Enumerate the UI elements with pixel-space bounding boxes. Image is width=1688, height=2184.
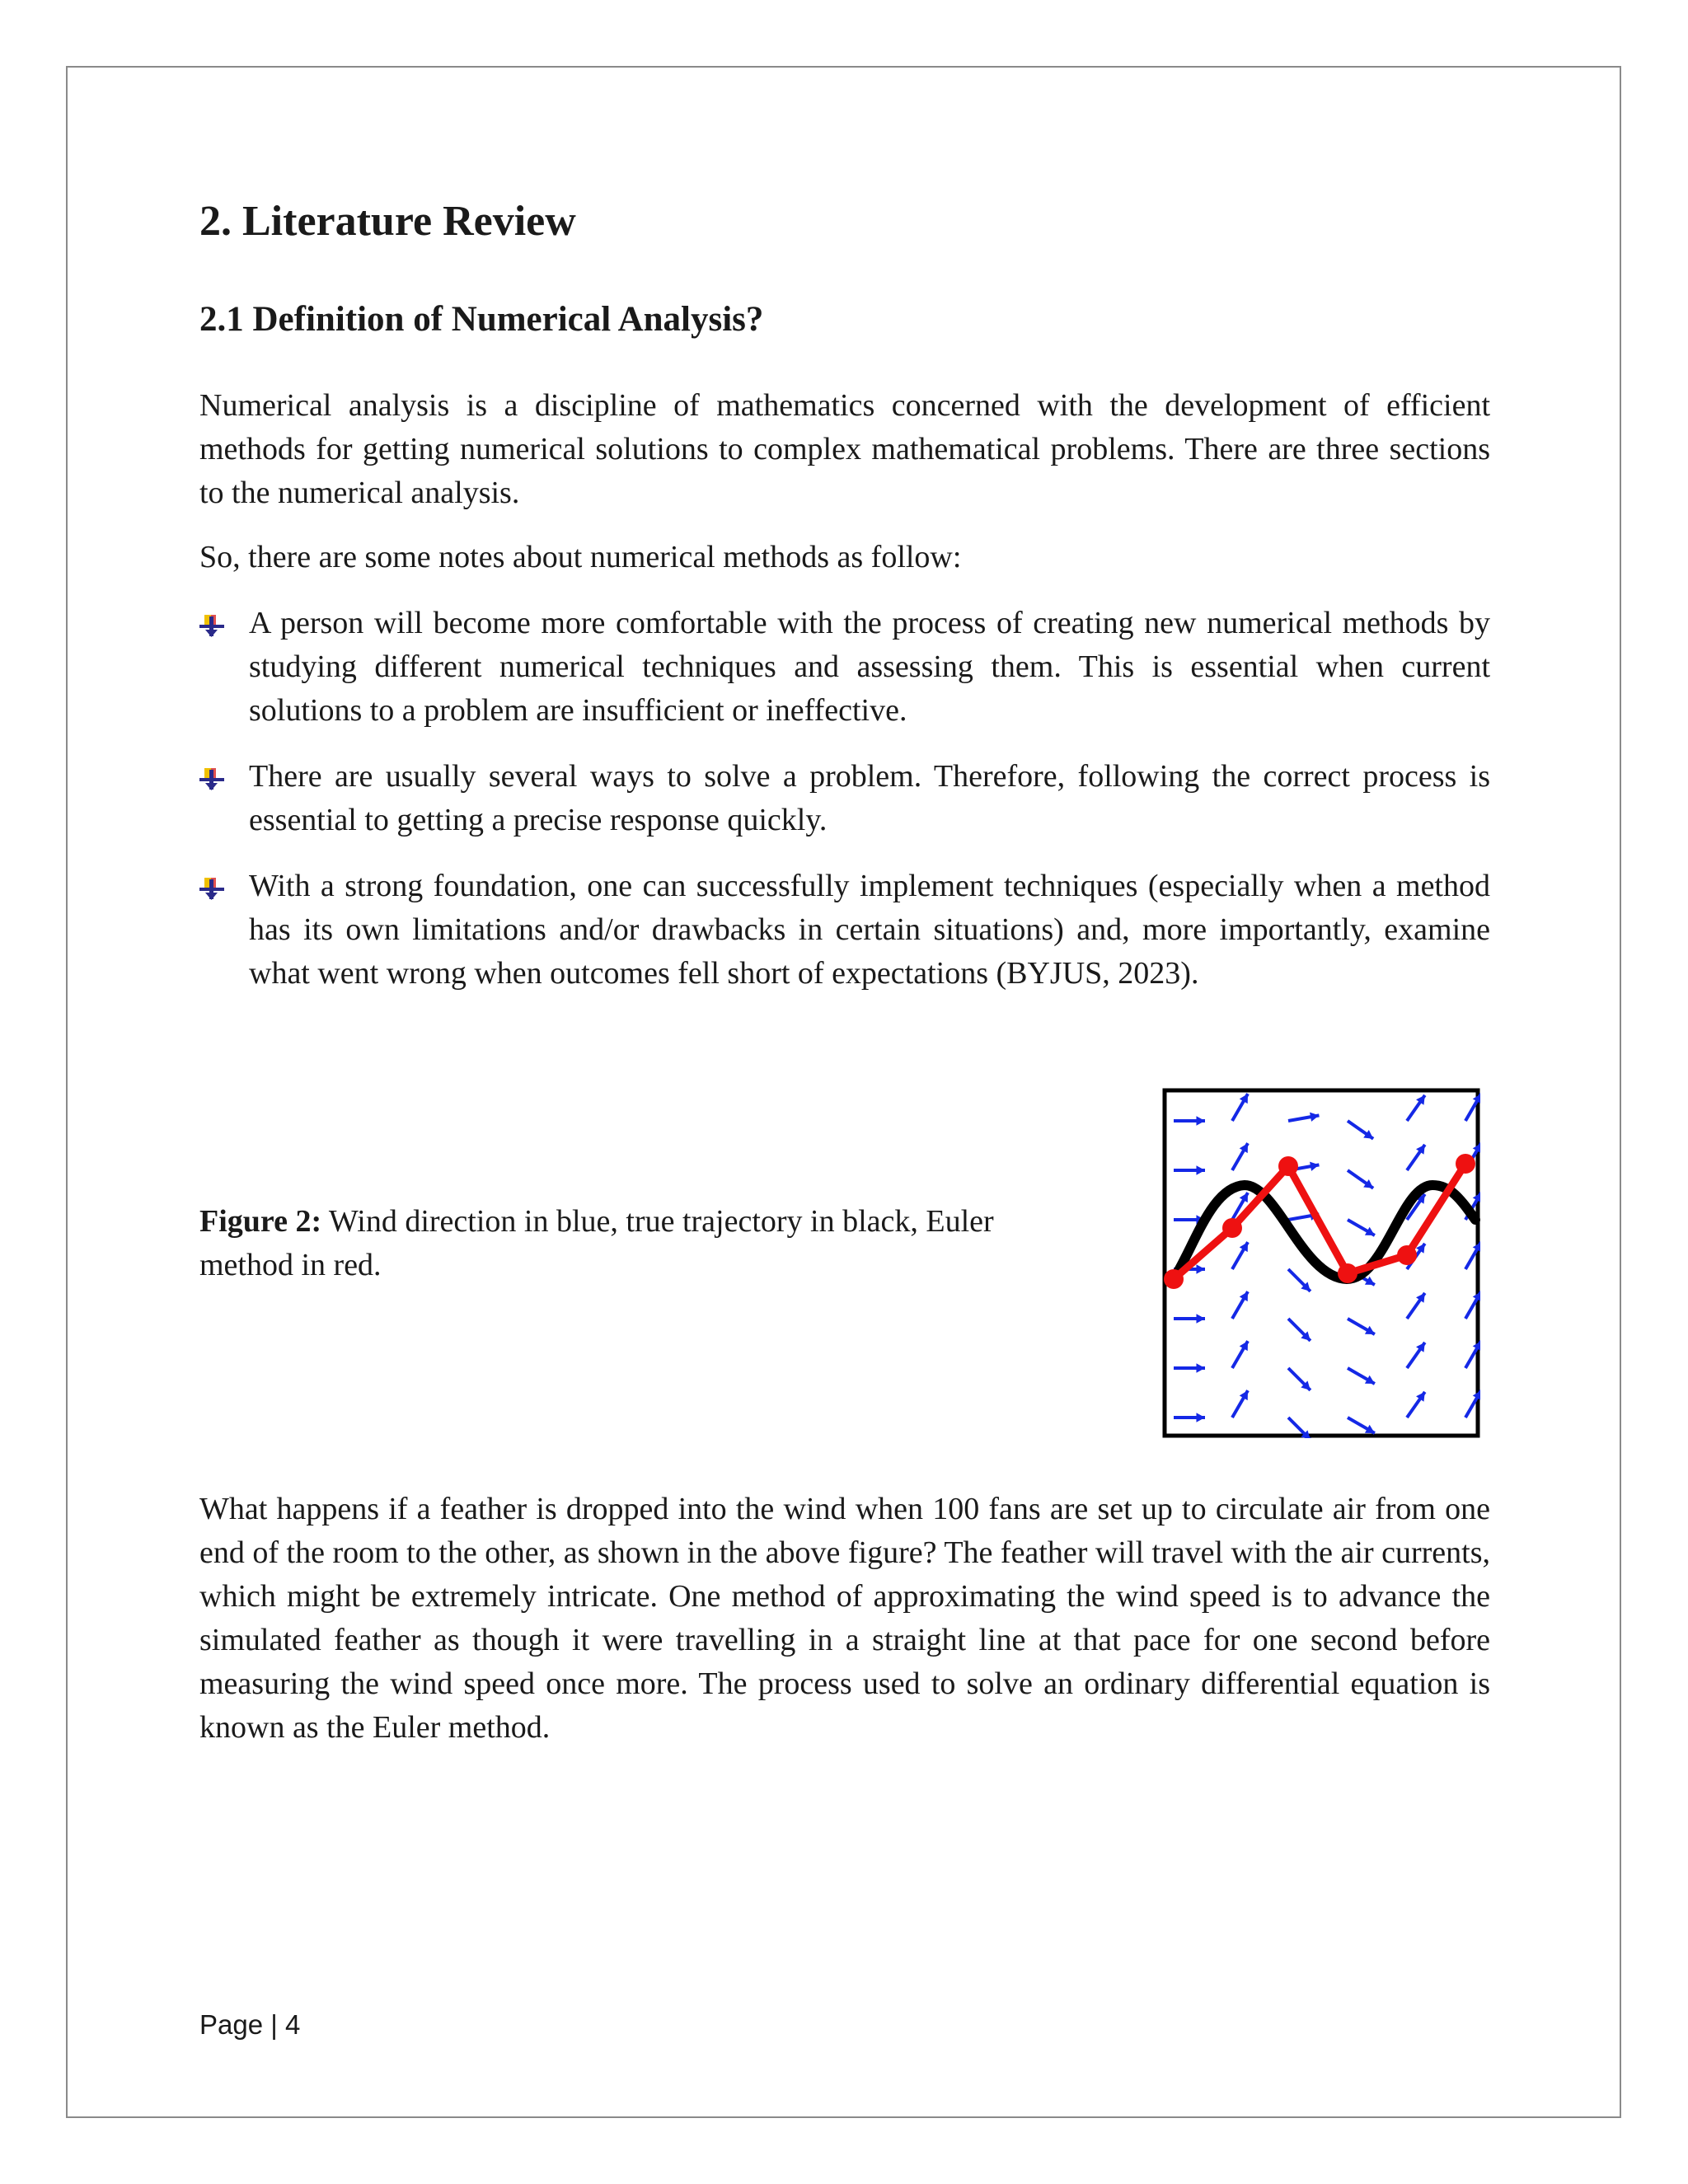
down-arrow-bullet-icon	[199, 613, 224, 638]
down-arrow-bullet-icon	[199, 876, 224, 901]
down-arrow-bullet-icon	[199, 766, 224, 791]
list-item	[199, 755, 1490, 842]
figure-caption	[199, 1200, 1048, 1287]
euler-point	[1338, 1263, 1357, 1283]
list-item	[199, 865, 1490, 996]
notes-lead-paragraph: So, there are some notes about numerical methods as follow:	[199, 540, 962, 574]
notes-list	[199, 602, 1490, 1018]
intro-paragraph: Numerical analysis is a discipline of mathematics concerned with the development of efficient methods for getting numerical solutions to complex mathematical problems. There are three sections to the numerical analysis.	[199, 388, 1490, 510]
euler-point	[1164, 1269, 1184, 1289]
figure-caption-text: Wind direction in blue, true trajectory in black, Euler method in red.	[199, 1204, 994, 1282]
subsection-heading: 2.1 Definition of Numerical Analysis?	[199, 300, 764, 339]
euler-point	[1278, 1156, 1298, 1176]
page-footer: Page | 4	[199, 2009, 301, 2040]
list-item	[199, 602, 1490, 733]
euler-point	[1456, 1154, 1475, 1174]
list-item-text: With a strong foundation, one can successfully implement techniques (especially when a method has its own limitations and/or drawbacks in certain situations) and, more importantly, examine what went wrong when outcomes fell short of expectations (BYJUS, 2023).	[249, 869, 1490, 991]
list-item-text: A person will become more comfortable with the process of creating new numerical methods by studying different numerical techniques and assessing them. This is essential when current solutions to a problem are insufficient or ineffective.	[249, 606, 1490, 728]
euler-method-figure	[1162, 1088, 1480, 1438]
euler-point	[1222, 1218, 1242, 1238]
euler-paragraph: What happens if a feather is dropped into the wind when 100 fans are set up to circulate air from one end of the room to the other, as shown in the above figure? The feather will travel with the air currents, which might be extremely intricate. One method of approximating the wind speed is to advance the simulated feather as though it were travelling in a straight line at that pace for one second before measuring the wind speed once more. The process used to solve an ordinary differential equation is known as the Euler method.	[199, 1492, 1490, 1745]
euler-point	[1397, 1245, 1417, 1265]
figure-caption-label: Figure 2:	[199, 1204, 322, 1239]
section-heading: 2. Literature Review	[199, 198, 576, 245]
list-item-text: There are usually several ways to solve a problem. Therefore, following the correct process is essential to getting a precise response quickly.	[249, 759, 1490, 837]
